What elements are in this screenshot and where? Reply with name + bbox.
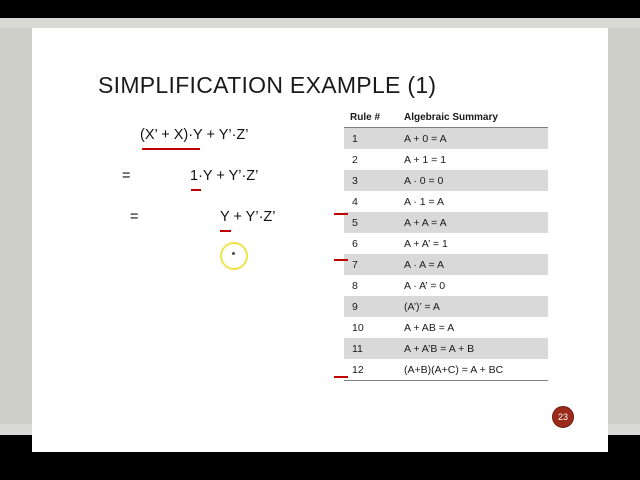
red-row-mark bbox=[334, 213, 348, 215]
cell-rule-number: 12 bbox=[344, 359, 398, 381]
red-row-mark bbox=[334, 376, 348, 378]
table-row bbox=[344, 212, 548, 233]
table-row bbox=[344, 170, 548, 191]
cell-rule-text: A + A = A bbox=[398, 212, 548, 233]
red-row-mark bbox=[334, 259, 348, 261]
cell-rule-text: A + 1 = 1 bbox=[398, 149, 548, 170]
cell-rule-number: 4 bbox=[344, 191, 398, 212]
table-row bbox=[344, 359, 548, 381]
slide-number-badge: 23 bbox=[552, 406, 574, 428]
equation-equals: = bbox=[130, 209, 139, 225]
cell-rule-text: A · A = A bbox=[398, 254, 548, 275]
red-underline-mark bbox=[191, 189, 201, 191]
cell-rule-text: A + AB = A bbox=[398, 317, 548, 338]
pointer-highlight-ring bbox=[220, 242, 248, 270]
equation-expression: 1·Y + Y’·Z’ bbox=[190, 168, 259, 184]
table-row bbox=[344, 317, 548, 338]
cell-rule-text: A + A’ = 1 bbox=[398, 233, 548, 254]
table-body bbox=[344, 128, 548, 381]
cell-rule-text: A · A’ = 0 bbox=[398, 275, 548, 296]
table-row bbox=[344, 128, 548, 150]
pointer-dot bbox=[232, 252, 235, 255]
table-header-row bbox=[344, 108, 548, 128]
cell-rule-number: 10 bbox=[344, 317, 398, 338]
cell-rule-number: 6 bbox=[344, 233, 398, 254]
column-header-rule-number: Rule # bbox=[344, 108, 398, 128]
table-row bbox=[344, 296, 548, 317]
cell-rule-number: 11 bbox=[344, 338, 398, 359]
cell-rule-text: A + A’B = A + B bbox=[398, 338, 548, 359]
cell-rule-text: A + 0 = A bbox=[398, 128, 548, 150]
page-title: SIMPLIFICATION EXAMPLE (1) bbox=[98, 72, 437, 98]
rules-table bbox=[344, 108, 548, 381]
equation-block bbox=[92, 124, 372, 247]
cell-rule-number: 5 bbox=[344, 212, 398, 233]
cell-rule-number: 8 bbox=[344, 275, 398, 296]
equation-expression: Y + Y’·Z’ bbox=[220, 209, 276, 225]
table-row bbox=[344, 338, 548, 359]
cell-rule-text: A · 1 = A bbox=[398, 191, 548, 212]
cell-rule-text: A · 0 = 0 bbox=[398, 170, 548, 191]
cell-rule-number: 2 bbox=[344, 149, 398, 170]
equation-row bbox=[92, 206, 372, 247]
column-header-algebraic-summary: Algebraic Summary bbox=[398, 108, 548, 128]
equation-expression: (X’ + X)·Y + Y’·Z’ bbox=[140, 127, 249, 143]
table-row bbox=[344, 254, 548, 275]
frame-left-strip bbox=[0, 28, 32, 424]
red-underline-mark bbox=[220, 230, 231, 232]
equation-row bbox=[92, 165, 372, 206]
cell-rule-number: 3 bbox=[344, 170, 398, 191]
cell-rule-number: 9 bbox=[344, 296, 398, 317]
frame-right-strip bbox=[608, 28, 640, 424]
red-underline-mark bbox=[142, 148, 200, 150]
frame-top-strip bbox=[0, 18, 640, 28]
table-row bbox=[344, 233, 548, 254]
cell-rule-number: 1 bbox=[344, 128, 398, 150]
slide-canvas bbox=[32, 28, 608, 452]
equation-row bbox=[92, 124, 372, 165]
slide-content bbox=[32, 28, 608, 452]
cell-rule-text: (A+B)(A+C) = A + BC bbox=[398, 359, 548, 381]
cell-rule-text: (A’)’ = A bbox=[398, 296, 548, 317]
table-row bbox=[344, 275, 548, 296]
table-header bbox=[344, 108, 548, 128]
equation-equals: = bbox=[122, 168, 131, 184]
table-row bbox=[344, 149, 548, 170]
table-row bbox=[344, 191, 548, 212]
cell-rule-number: 7 bbox=[344, 254, 398, 275]
